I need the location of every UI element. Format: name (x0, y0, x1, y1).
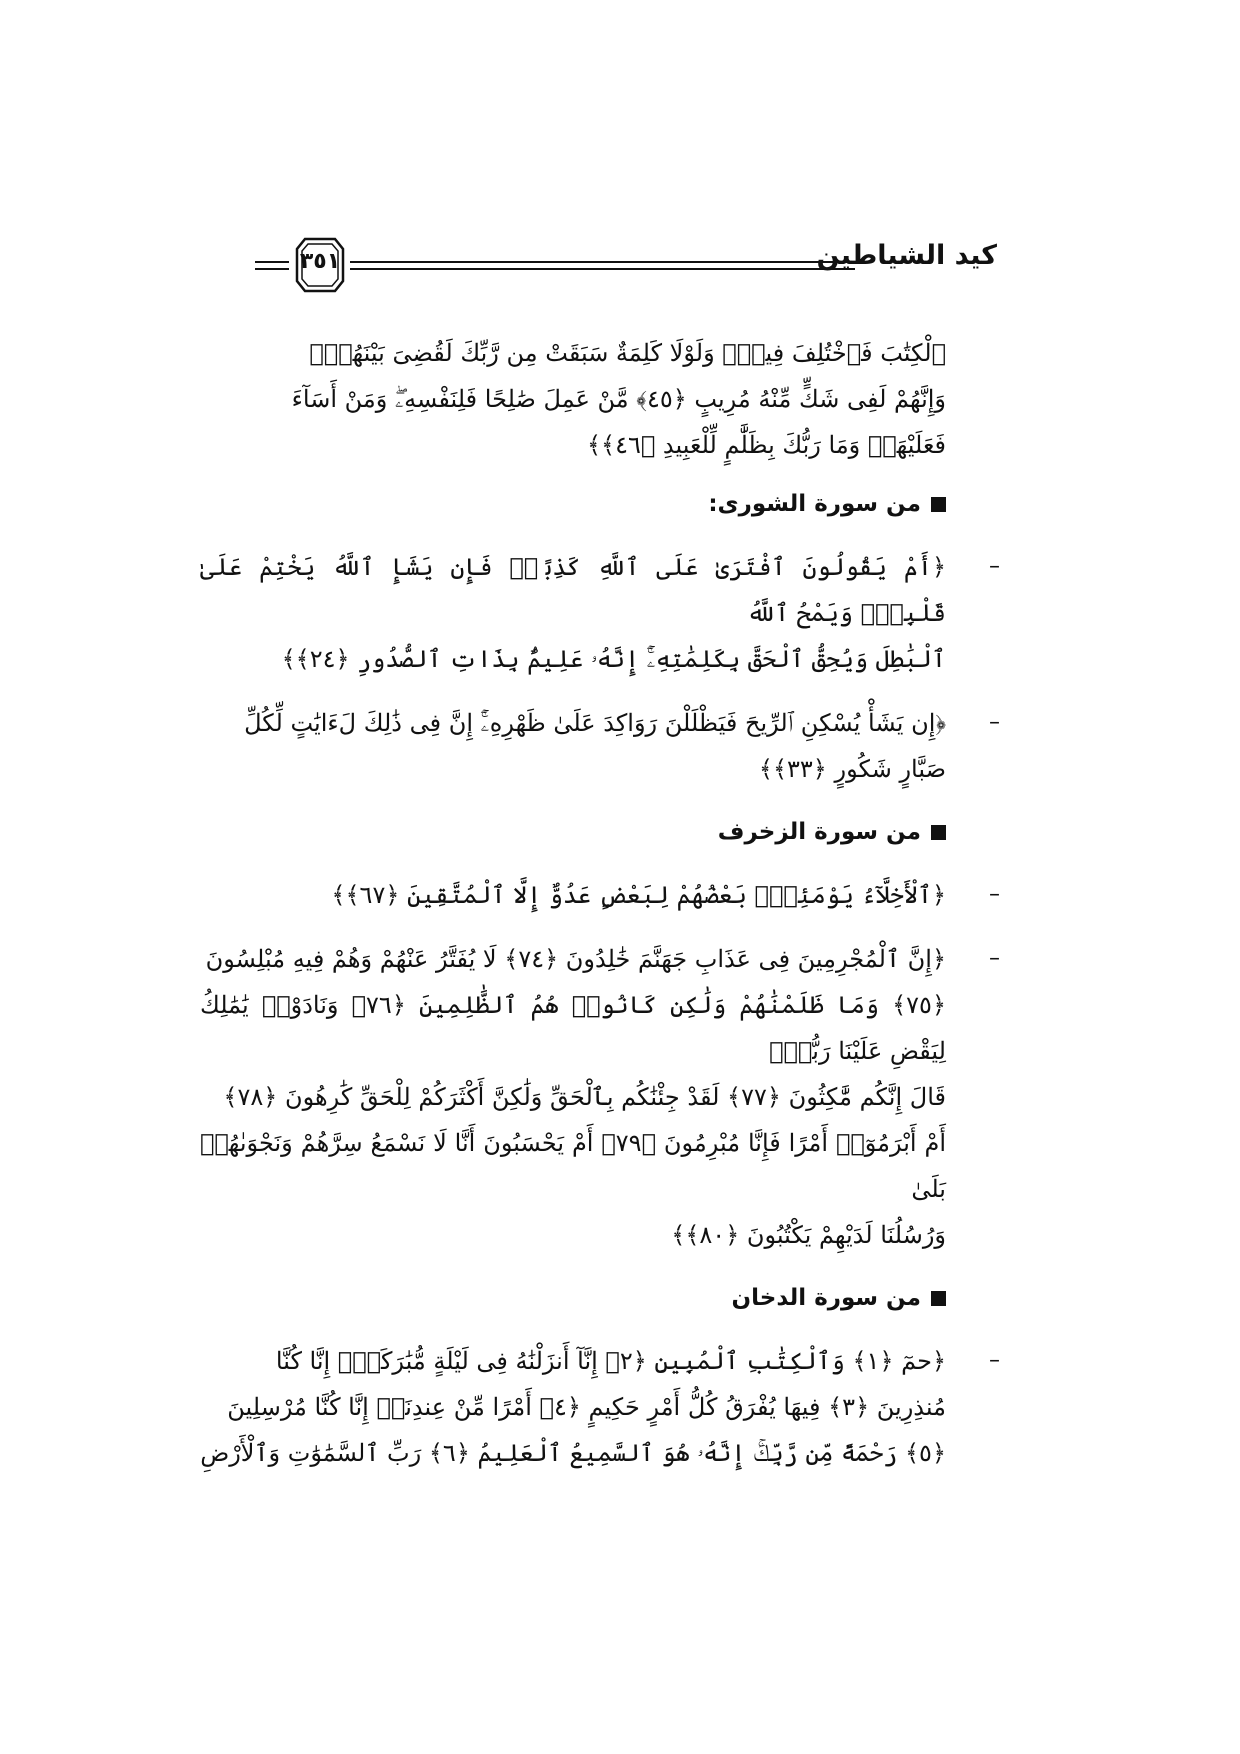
section-heading-zukhruf (200, 810, 946, 854)
dash-bullet-icon: – (989, 882, 1000, 907)
running-title: كيد الشياطين (816, 240, 997, 271)
section-heading-shura (200, 482, 946, 526)
verse-line: أَمْ أَبْرَمُوٓا۟ أَمْرًا فَإِنَّا مُبْرِمُونَ ﴿٧٩﴾ أَمْ يَحْسَبُونَ أَنَّا لَا نَسْمَعُ سِرَّهُمْ وَنَجْوَىٰهُمۚ بَلَىٰ (200, 1129, 947, 1203)
dash-bullet-icon: – (989, 710, 1000, 735)
verse-line: ﴿حمٓ ﴿١﴾ وَٱلْكِتَٰبِ ٱلْمُبِينِ ﴿٢﴾ إِنَّآ أَنزَلْنَٰهُ فِى لَيْلَةٍ مُّبَٰرَكَةٍۚ إِنَّا كُنَّا (275, 1347, 946, 1375)
bullet-square-icon (931, 497, 946, 512)
verse-item (200, 700, 1000, 792)
verse-line: ٱلْبَٰطِلَ وَيُحِقُّ ٱلْحَقَّ بِكَلِمَٰتِهِۦٓۚ إِنَّهُۥ عَلِيمٌۢ بِذَاتِ ٱلصُّدُورِ ﴿٢٤﴾﴾ (281, 645, 946, 673)
page-content (200, 330, 1000, 1494)
verse-line: ﴿أَمْ يَقُولُونَ ٱفْتَرَىٰ عَلَى ٱللَّهِ كَذِبًاۖ فَإِن يَشَإِ ٱللَّهُ يَخْتِمْ عَلَىٰ قَلْبِكَۗ وَيَمْحُ ٱللَّهُ (200, 553, 947, 627)
verse-line: ﴿إِن يَشَأْ يُسْكِنِ ٱلرِّيحَ فَيَظْلَلْنَ رَوَاكِدَ عَلَىٰ ظَهْرِهِۦٓۚ إِنَّ فِى ذَٰلِكَ لَءَايَٰتٍ لِّكُلِّ (244, 709, 946, 737)
header-rule-short (255, 261, 289, 270)
verse-item (200, 1338, 1000, 1476)
verse-line: مُنذِرِينَ ﴿٣﴾ فِيهَا يُفْرَقُ كُلُّ أَمْرٍ حَكِيمٍ ﴿٤﴾ أَمْرًا مِّنْ عِندِنَآۚ إِنَّا كُنَّا مُرْسِلِينَ (227, 1393, 946, 1421)
verse-line: ﴿٧٥﴾ وَمَا ظَلَمْنَٰهُمْ وَلَٰكِن كَانُوا۟ هُمُ ٱلظَّٰلِمِينَ ﴿٧٦﴾ وَنَادَوْا۟ يَٰمَٰلِكُ لِيَقْضِ عَلَيْنَا رَبُّكَۖ (200, 991, 946, 1065)
section-heading-text: من سورة الدخان (731, 1285, 921, 1311)
header-rule-long (350, 261, 855, 270)
verse-line: وَرُسُلُنَا لَدَيْهِمْ يَكْتُبُونَ ﴿٨٠﴾﴾ (671, 1221, 946, 1249)
section-heading-text: من سورة الزخرف (717, 819, 921, 845)
bullet-square-icon (931, 825, 946, 840)
verse-item (200, 872, 1000, 918)
page-number: ٣٥١ (299, 249, 341, 274)
verse-line: صَبَّارٍ شَكُورٍ ﴿٣٣﴾﴾ (758, 755, 946, 783)
section-heading-dukhan (200, 1276, 946, 1320)
continued-verse-block (200, 330, 946, 468)
verse-line: ﴿إِنَّ ٱلْمُجْرِمِينَ فِى عَذَابِ جَهَنَّمَ خَٰلِدُونَ ﴿٧٤﴾ لَا يُفَتَّرُ عَنْهُمْ وَهُمْ فِيهِ مُبْلِسُونَ (205, 945, 946, 973)
page-header (255, 232, 997, 298)
verse-item (200, 544, 1000, 682)
dash-bullet-icon: – (989, 946, 1000, 971)
verse-line: قَالَ إِنَّكُم مَّٰكِثُونَ ﴿٧٧﴾ لَقَدْ جِئْنَٰكُم بِٱلْحَقِّ وَلَٰكِنَّ أَكْثَرَكُمْ لِلْحَقِّ كَٰرِهُونَ ﴿٧٨﴾ (223, 1083, 946, 1111)
page-number-frame (295, 237, 345, 293)
bullet-square-icon (931, 1291, 946, 1306)
dash-bullet-icon: – (989, 554, 1000, 579)
section-heading-text: من سورة الشورى: (708, 491, 921, 517)
verse-line: ٱلْكِتَٰبَ فَٱخْتُلِفَ فِيهِۗ وَلَوْلَا كَلِمَةٌ سَبَقَتْ مِن رَّبِّكَ لَقُضِىَ بَيْنَهُمْۚ (309, 339, 946, 367)
verse-line: ﴿٥﴾ رَحْمَةً مِّن رَّبِّكَۚ إِنَّهُۥ هُوَ ٱلسَّمِيعُ ٱلْعَلِيمُ ﴿٦﴾ رَبِّ ٱلسَّمَٰوَٰتِ وَٱلْأَرْضِ (200, 1439, 946, 1467)
verse-line: فَعَلَيْهَاۗ وَمَا رَبُّكَ بِظَلَّٰمٍ لِّلْعَبِيدِ ﴿٤٦﴾﴾ (586, 431, 946, 459)
verse-line: ﴿ٱلْأَخِلَّآءُ يَوْمَئِذٍۭ بَعْضُهُمْ لِبَعْضٍ عَدُوٌّ إِلَّا ٱلْمُتَّقِينَ ﴿٦٧﴾﴾ (331, 881, 946, 909)
verse-item (200, 936, 1000, 1258)
dash-bullet-icon: – (989, 1348, 1000, 1373)
verse-line: وَإِنَّهُمْ لَفِى شَكٍّ مِّنْهُ مُرِيبٍ ﴿٤٥﴾ مَّنْ عَمِلَ صَٰلِحًا فَلِنَفْسِهِۦۖ وَمَنْ أَسَآءَ (291, 385, 946, 413)
